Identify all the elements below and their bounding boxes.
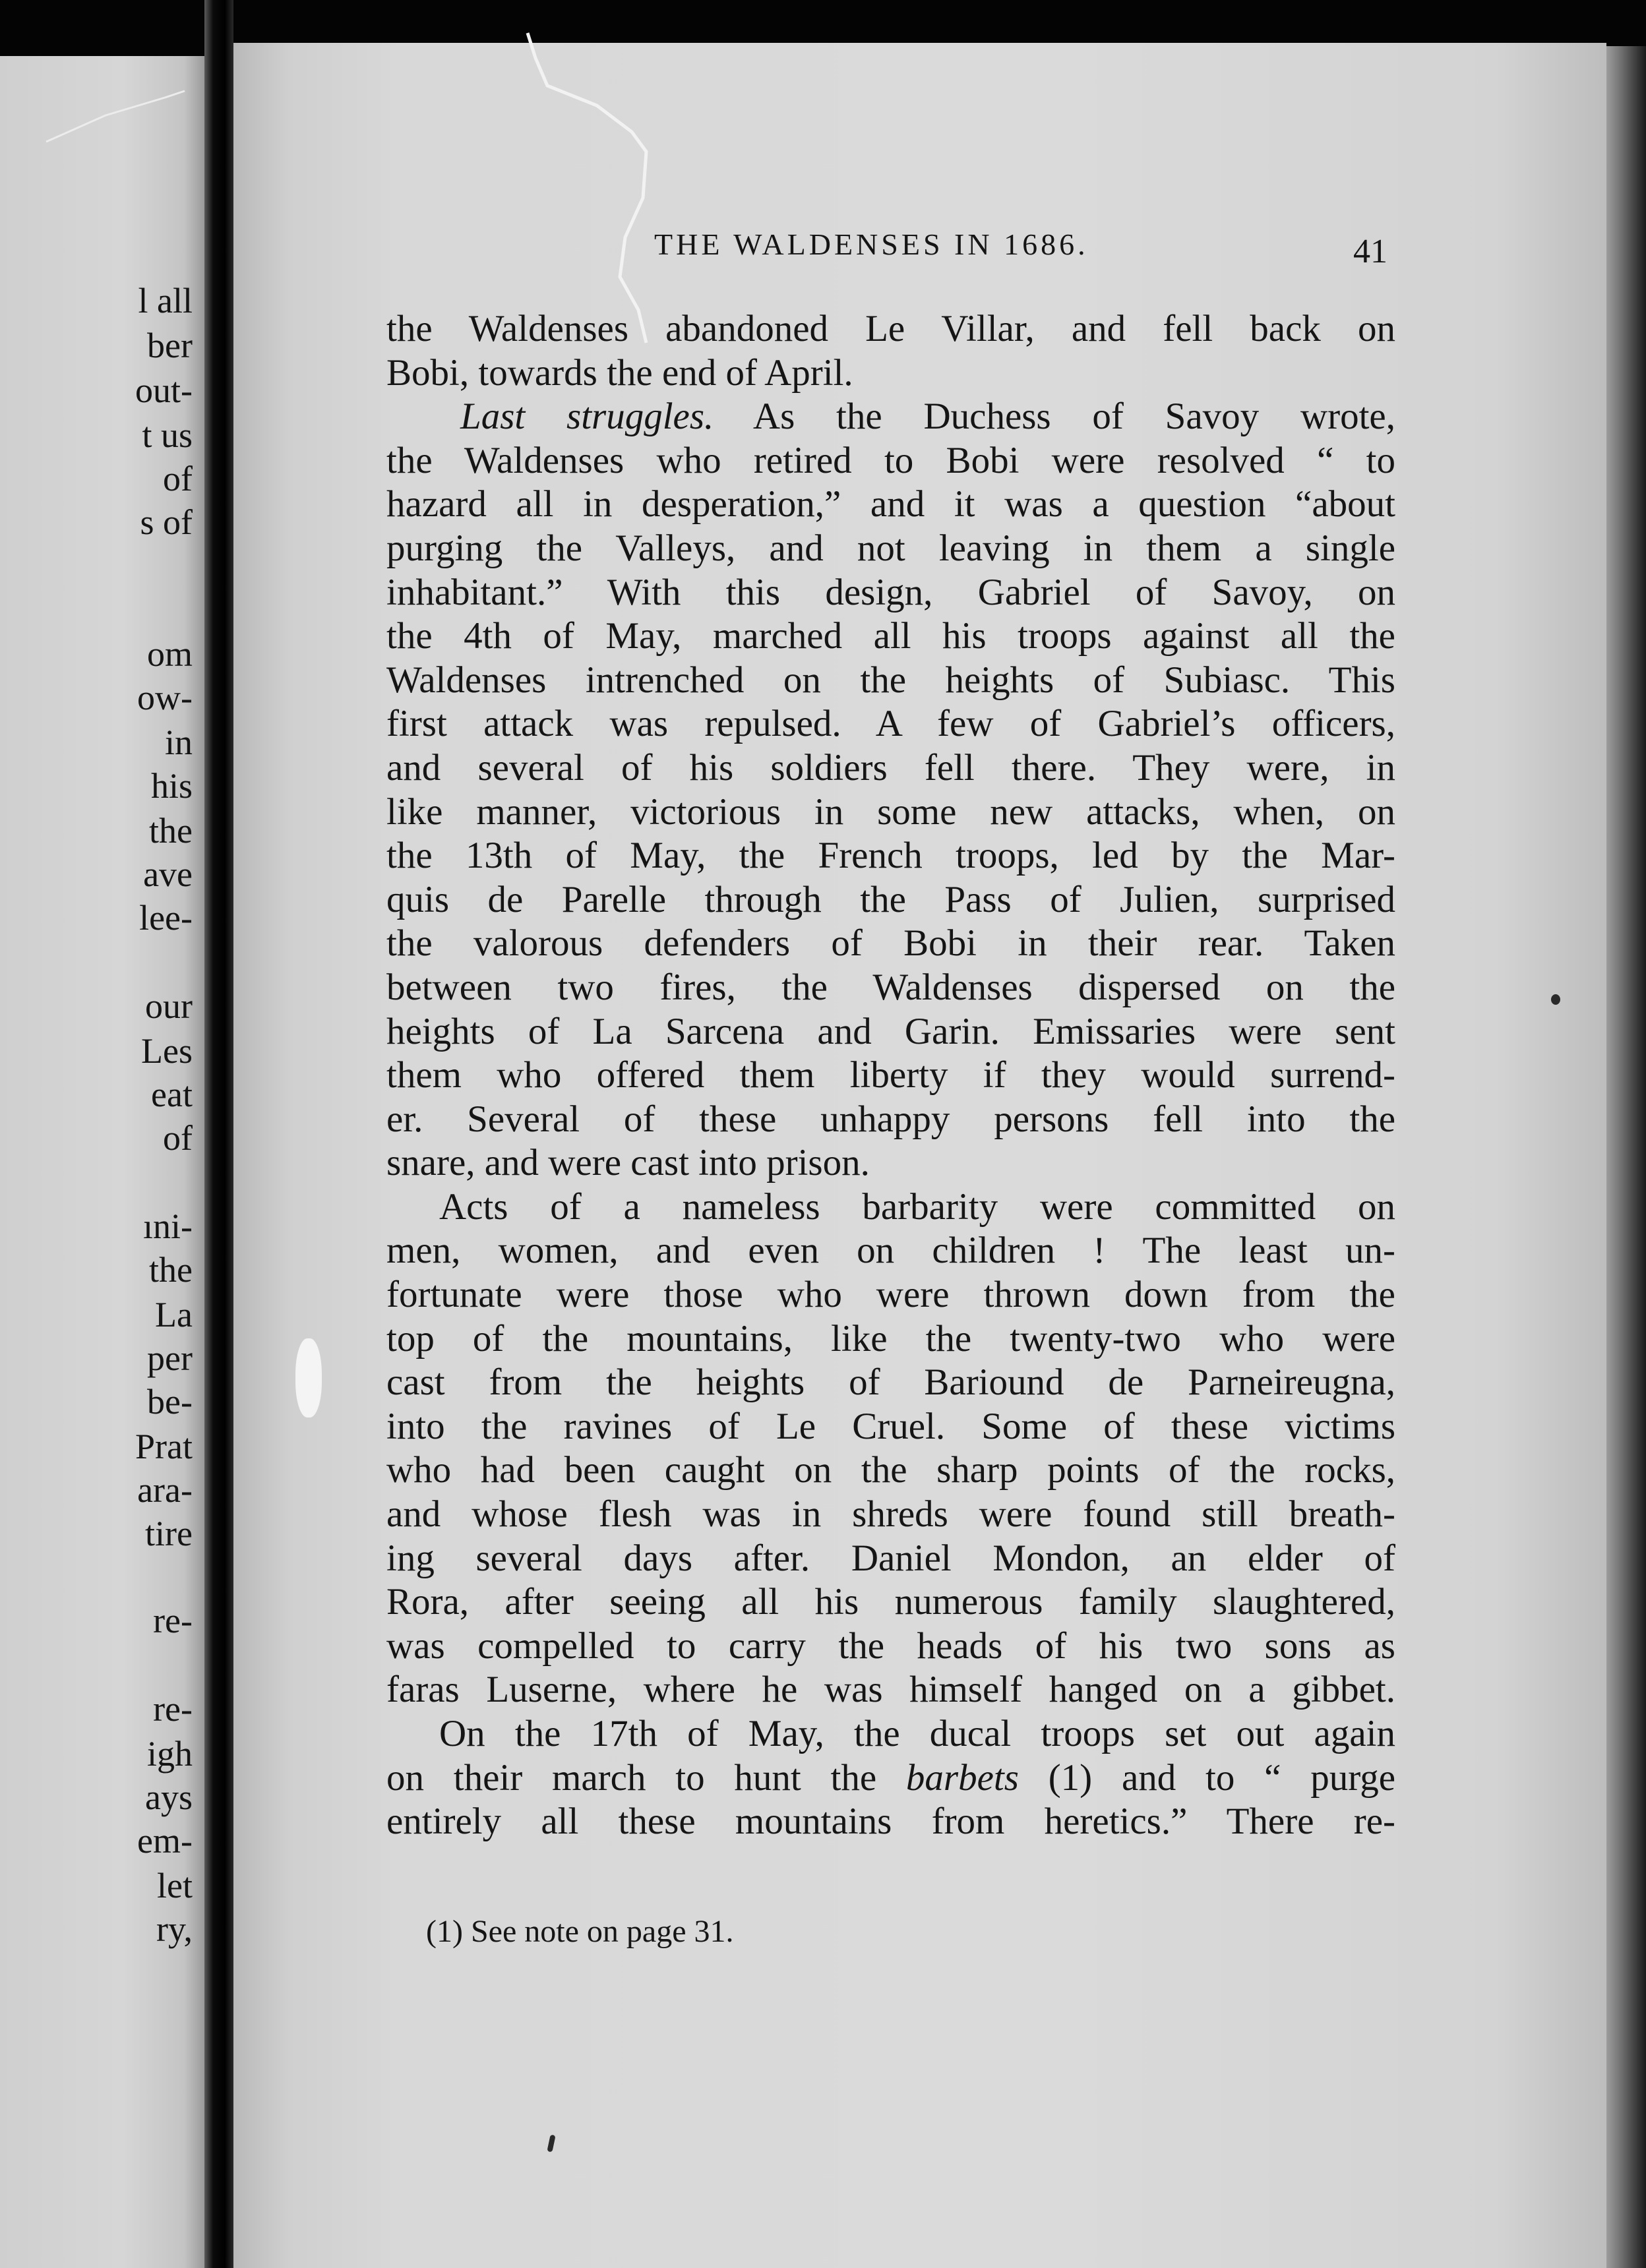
text-line: who had been caught on the sharp points of the rocks, [386, 1449, 1395, 1491]
text-line: cast from the heights of Bariound de Parneireugna, [386, 1361, 1395, 1404]
left-page-fragment: ıni- [143, 1207, 193, 1246]
text-line: Waldenses intrenched on the heights of Subiasc. This [386, 659, 1395, 701]
text-line: the 4th of May, marched all his troops against all the [386, 615, 1395, 657]
left-page-fragment: of [163, 1118, 193, 1158]
left-page-fragment: ow- [137, 678, 193, 717]
text-line: er. Several of these unhappy persons fell into the [386, 1098, 1395, 1140]
left-page-fragment: be- [147, 1382, 193, 1421]
text-line: into the ravines of Le Cruel. Some of these victims [386, 1405, 1395, 1447]
text-line: entirely all these mountains from heretics.” There re- [386, 1801, 1395, 1843]
left-page-fragment: ara- [137, 1470, 193, 1510]
text-line: On the 17th of May, the ducal troops set out again [439, 1713, 1395, 1754]
text-line: the Waldenses abandoned Le Villar, and fell back on [386, 308, 1395, 349]
text-line: top of the mountains, like the twenty-two who were [386, 1317, 1395, 1359]
left-page-fragment: tire [145, 1514, 193, 1553]
left-page-fragment: ry, [156, 1909, 193, 1949]
text-line: hazard all in desperation,” and it was a question “about [386, 483, 1395, 525]
text-line: fortunate were those who were thrown down from the [386, 1274, 1395, 1316]
left-page-fragment: ber [147, 326, 193, 365]
left-page-fragment: eat [151, 1075, 193, 1114]
text-line: between two fires, the Waldenses dispersed on the [386, 966, 1395, 1008]
text-line: and several of his soldiers fell there. They were, in [386, 746, 1395, 789]
text-line: the valorous defenders of Bobi in their rear. Taken [386, 922, 1395, 965]
left-page-fragment: his [150, 766, 193, 806]
left-page-fragment: per [147, 1338, 193, 1378]
left-page-fragment: Prat [135, 1427, 193, 1466]
left-page-fragment: l all [138, 281, 193, 320]
left-page-fragment: let [157, 1866, 193, 1905]
left-page-fragment: t us [142, 415, 193, 455]
left-page-fragment: ave [143, 854, 193, 894]
text-line: inhabitant.” With this design, Gabriel of Savoy, on [386, 571, 1395, 613]
text-line: the 13th of May, the French troops, led by the Mar- [386, 835, 1395, 877]
text-line: and whose flesh was in shreds were found still breath- [386, 1493, 1395, 1536]
line-text: (1) and to “ purge [1018, 1756, 1395, 1799]
left-page-fragment: re- [153, 1689, 193, 1729]
running-head: THE WALDENSES IN 1686. [654, 227, 1089, 261]
white-scratch [528, 33, 646, 343]
text-line: faras Luserne, where he was himself hanged on a gibbet. [386, 1669, 1395, 1711]
text-line: quis de Parelle through the Pass of Julien, surprised [386, 878, 1395, 920]
left-page-fragment: em- [137, 1821, 193, 1861]
text-line: was compelled to carry the heads of his two sons as [386, 1625, 1395, 1667]
left-page-fragment: La [155, 1295, 193, 1334]
text-line: purging the Valleys, and not leaving in them a single [386, 527, 1395, 569]
text-line: snare, and were cast into prison. [386, 1142, 870, 1184]
side-heading: Last struggles. [460, 396, 714, 438]
left-page-fragment: om [146, 634, 193, 674]
left-page-fragment: ays [145, 1777, 193, 1817]
line-text: on their march to hunt the [386, 1756, 906, 1799]
text-line: men, women, and even on children ! The least un- [386, 1230, 1395, 1272]
text-line: ing several days after. Daniel Mondon, an elder of [386, 1537, 1395, 1579]
text-line: like manner, victorious in some new attacks, when, on [386, 791, 1395, 833]
left-page-fragment: s of [140, 502, 193, 542]
left-page-fragment: our [145, 986, 193, 1026]
page-number: 41 [1353, 233, 1387, 270]
left-page-fragment: Les [141, 1031, 193, 1071]
line-text: As the Duchess of Savoy wrote, [714, 396, 1395, 438]
left-page-fragment: in [164, 723, 193, 762]
ink-spot [1551, 994, 1560, 1005]
left-page-fragment: of [163, 459, 193, 498]
left-page-fragment: the [149, 1250, 193, 1290]
left-page-fragment: re- [153, 1601, 193, 1640]
text-line: the Waldenses who retired to Bobi were resolved “ to [386, 439, 1395, 481]
left-page-fragment: lee- [139, 898, 193, 938]
text-line: Acts of a nameless barbarity were committed on [439, 1185, 1395, 1228]
paper-blemish [295, 1338, 322, 1418]
white-scratch [46, 91, 185, 142]
text-line: heights of La Sarcena and Garin. Emissaries were sent [386, 1010, 1395, 1052]
left-page-fragment: out- [135, 371, 193, 410]
text-line: first attack was repulsed. A few of Gabriel’s officers, [386, 703, 1395, 745]
text-line: Bobi, towards the end of April. [386, 351, 853, 394]
text-line: them who offered them liberty if they would surrend- [386, 1054, 1395, 1096]
italic-term: barbets [905, 1756, 1019, 1799]
footnote: (1) See note on page 31. [426, 1914, 734, 1949]
text-line: Rora, after seeing all his numerous family slaughtered, [386, 1581, 1395, 1623]
left-page-fragment: the [149, 811, 193, 850]
left-page-fragment: igh [146, 1734, 193, 1774]
